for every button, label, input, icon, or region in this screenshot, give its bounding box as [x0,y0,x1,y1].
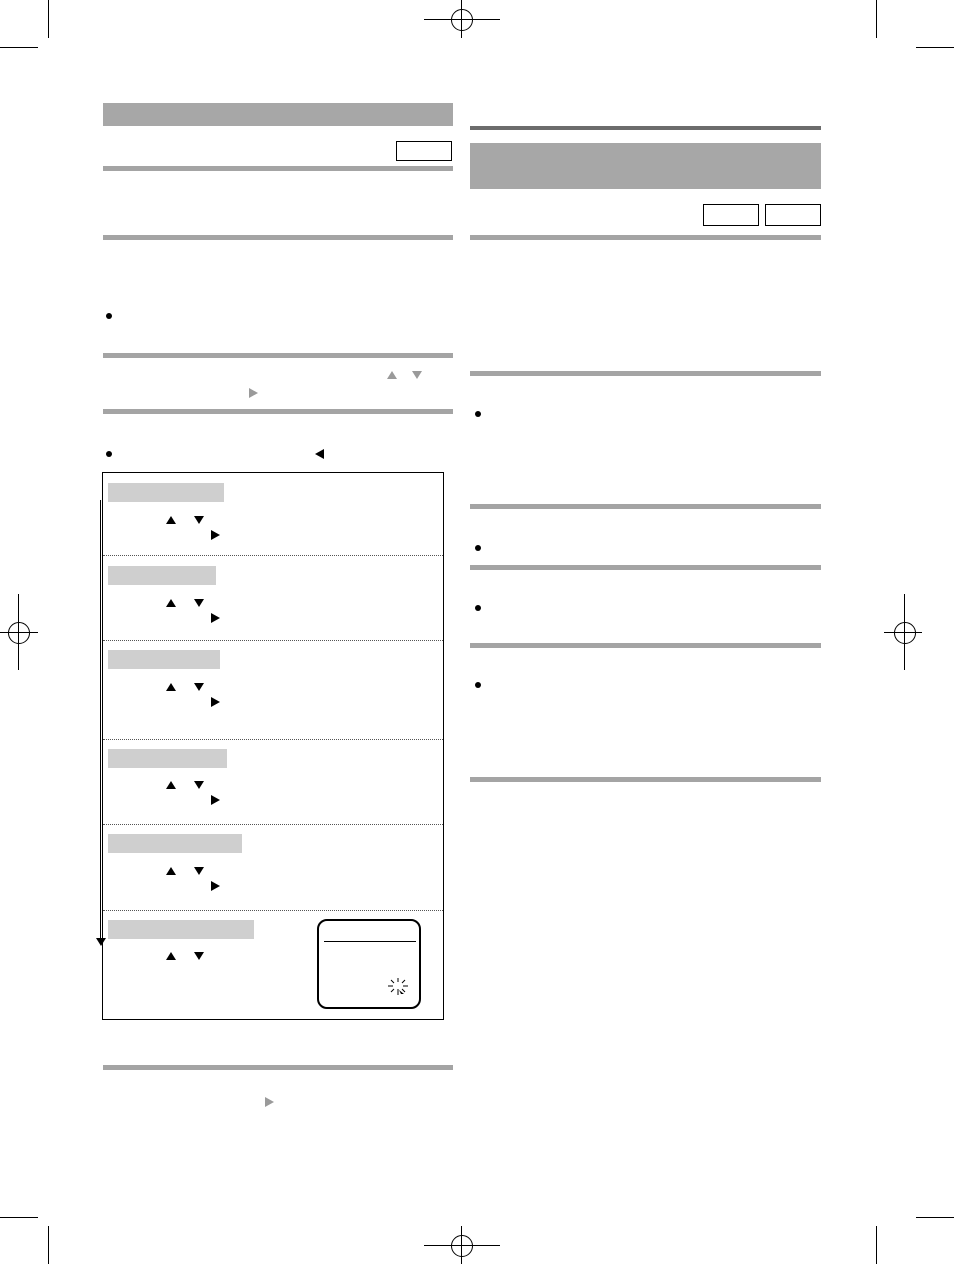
down-arrow-icon [412,371,422,379]
right-tag-box-2 [765,204,821,226]
right-rule-1 [470,235,821,240]
loop-arrow-head-icon [96,938,106,946]
step-header-2 [108,566,216,585]
step-divider [103,824,443,825]
up-arrow-icon [166,516,176,524]
screen-divider [324,941,416,942]
down-arrow-icon [194,781,204,789]
down-arrow-icon [194,516,204,524]
step-header-5 [108,834,242,853]
step-header-4 [108,749,227,768]
bullet-icon [106,451,112,457]
right-arrow-icon [211,795,220,805]
right-rule-2 [470,371,821,376]
step-divider [103,555,443,556]
up-arrow-icon [166,867,176,875]
right-top-rule [470,126,821,130]
right-arrow-icon [249,388,258,398]
cursor-blink-icon [383,975,413,997]
left-arrow-icon [315,449,324,459]
right-title-bar [470,143,821,189]
right-rule-3 [470,504,821,509]
right-arrow-icon [265,1097,274,1107]
down-arrow-icon [194,599,204,607]
step-divider [103,739,443,740]
down-arrow-icon [194,683,204,691]
step-header-1 [108,483,224,502]
bullet-icon [475,411,481,417]
step-header-3 [108,650,220,669]
right-arrow-icon [211,613,220,623]
left-rule-4 [103,409,453,414]
up-arrow-icon [166,952,176,960]
right-rule-5 [470,643,821,648]
right-arrow-icon [211,881,220,891]
loop-arrow-line [100,500,101,940]
bullet-icon [475,545,481,551]
right-rule-4 [470,565,821,570]
left-rule-3 [103,353,453,358]
step-procedure-box [102,472,444,1020]
right-arrow-icon [211,530,220,540]
bullet-icon [475,682,481,688]
up-arrow-icon [166,781,176,789]
left-tag-box [396,141,452,161]
right-rule-6 [470,777,821,782]
left-rule-1 [103,166,453,171]
left-rule-5 [103,1065,453,1070]
bullet-icon [475,605,481,611]
step-divider [103,910,443,911]
right-arrow-icon [211,697,220,707]
step-divider [103,640,443,641]
left-rule-2 [103,235,453,240]
up-arrow-icon [166,683,176,691]
tv-screen-illustration [317,919,421,1009]
step-header-6 [108,920,254,939]
down-arrow-icon [194,867,204,875]
up-arrow-icon [166,599,176,607]
up-arrow-icon [387,371,397,379]
down-arrow-icon [194,952,204,960]
left-title-bar [103,103,453,126]
right-tag-box-1 [703,204,759,226]
bullet-icon [106,313,112,319]
